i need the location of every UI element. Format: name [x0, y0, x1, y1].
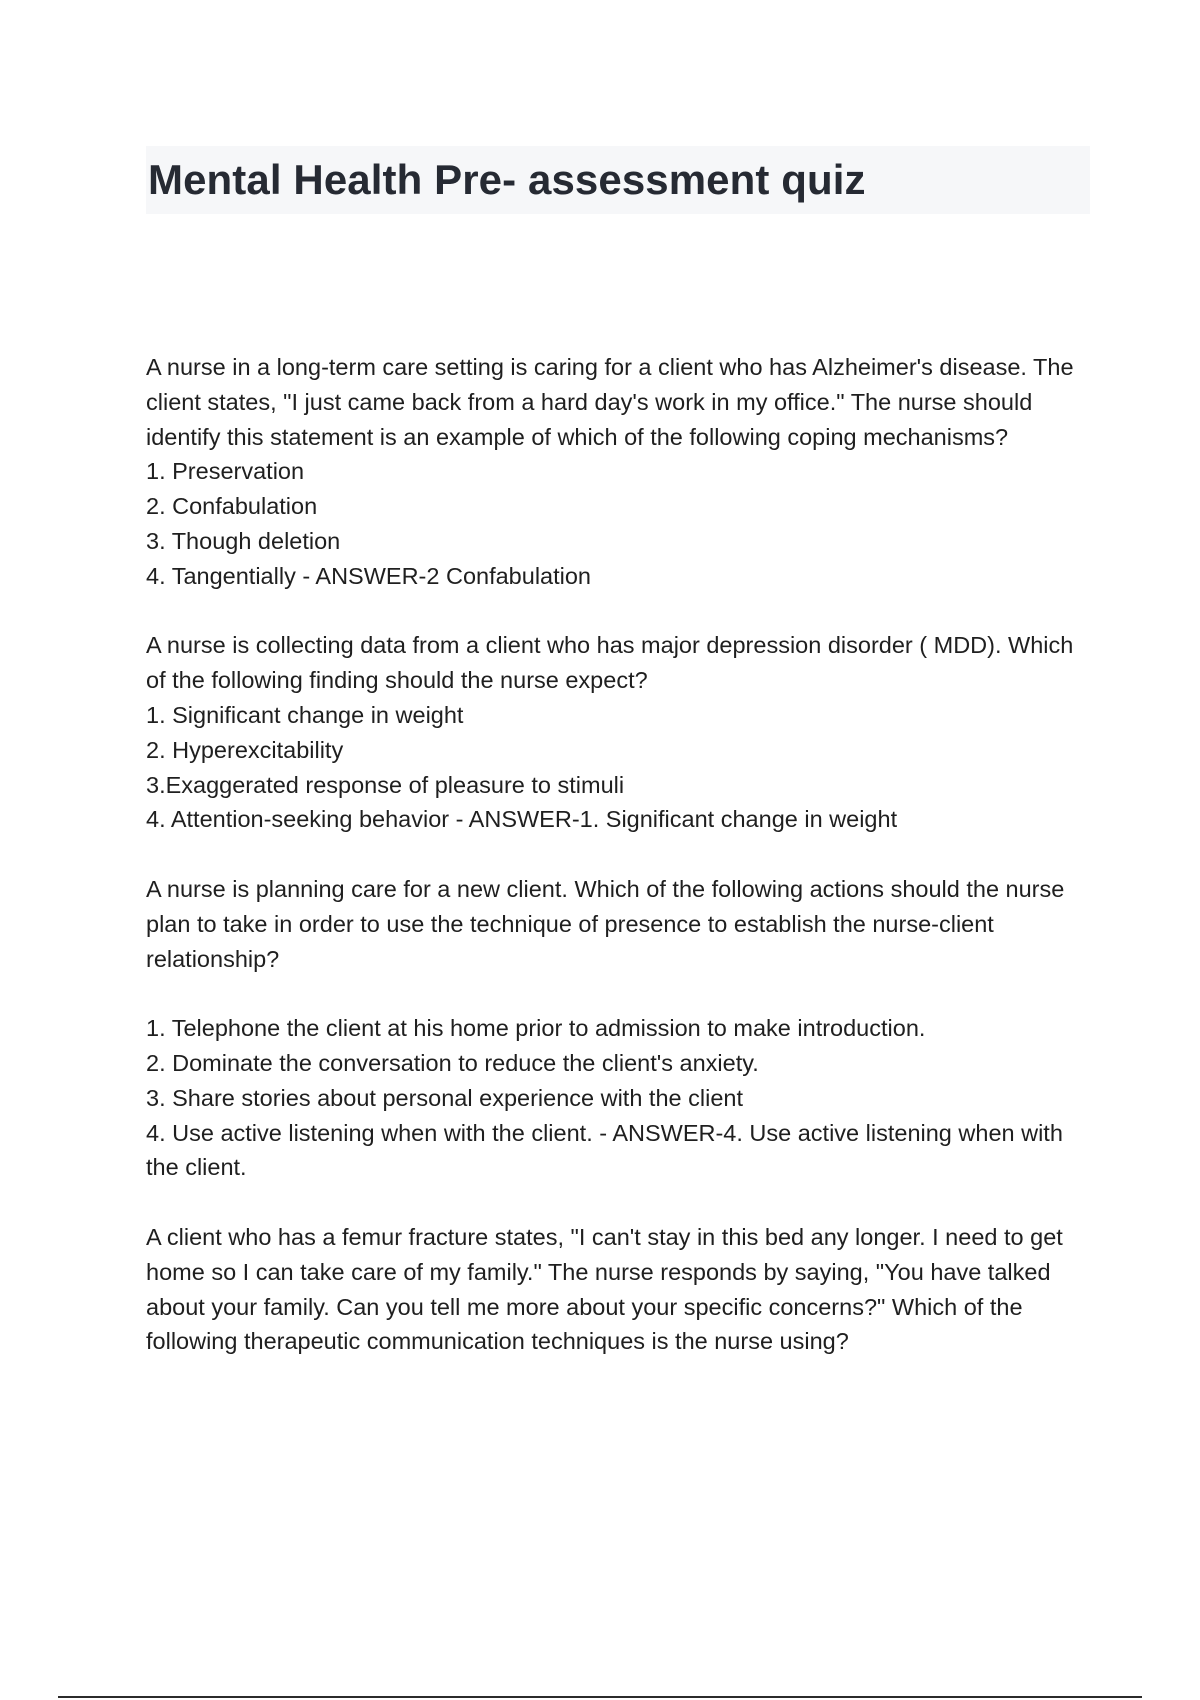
answer-option: 1. Preservation — [146, 458, 305, 485]
answer-option: 4. Use active listening when with the client. - ANSWER-4. Use active listening when with the client. — [146, 1119, 1063, 1181]
answer-option: 1. Significant change in weight — [146, 701, 464, 728]
question-2 — [146, 628, 1096, 837]
answer-option: 4. Attention-seeking behavior - ANSWER-1. Significant change in weight — [146, 806, 898, 833]
answer-option: 3. Though deletion — [146, 527, 341, 554]
footer-divider — [58, 1696, 1142, 1698]
blank-line — [146, 976, 1096, 1011]
answer-option: 1. Telephone the client at his home prior to admission to make introduction. — [146, 1015, 926, 1042]
question-stem: A client who has a femur fracture states, "I can't stay in this bed any longer. I need to get home so I can take care of my family." The nurse responds by saying, "You have talked about your family. Can you tell me more about your specific concerns?" Which of the following therapeutic communication techniques is the nurse using? — [146, 1223, 1063, 1355]
answer-option: 2. Dominate the conversation to reduce the client's anxiety. — [146, 1049, 759, 1076]
question-1 — [146, 350, 1096, 594]
answer-option: 2. Confabulation — [146, 493, 318, 520]
page-title: Mental Health Pre- assessment quiz — [148, 156, 866, 203]
question-3 — [146, 872, 1096, 1185]
quiz-content — [146, 350, 1096, 1394]
answer-option: 4. Tangentially - ANSWER-2 Confabulation — [146, 562, 591, 589]
title-banner — [146, 146, 1090, 214]
answer-option: 2. Hyperexcitability — [146, 736, 344, 763]
answer-option: 3.Exaggerated response of pleasure to stimuli — [146, 771, 625, 798]
question-stem: A nurse is planning care for a new client. Which of the following actions should the nurse plan to take in order to use the technique of presence to establish the nurse-client relationship? — [146, 875, 1065, 972]
question-4 — [146, 1220, 1096, 1359]
answer-option: 3. Share stories about personal experience with the client — [146, 1084, 743, 1111]
question-stem: A nurse in a long-term care setting is caring for a client who has Alzheimer's disease. The client states, "I just came back from a hard day's work in my office." The nurse should identify this statement is an example of which of the following coping mechanisms? — [146, 354, 1074, 450]
question-stem: A nurse is collecting data from a client who has major depression disorder ( MDD). Which of the following finding should the nurse expect? — [146, 632, 1074, 694]
